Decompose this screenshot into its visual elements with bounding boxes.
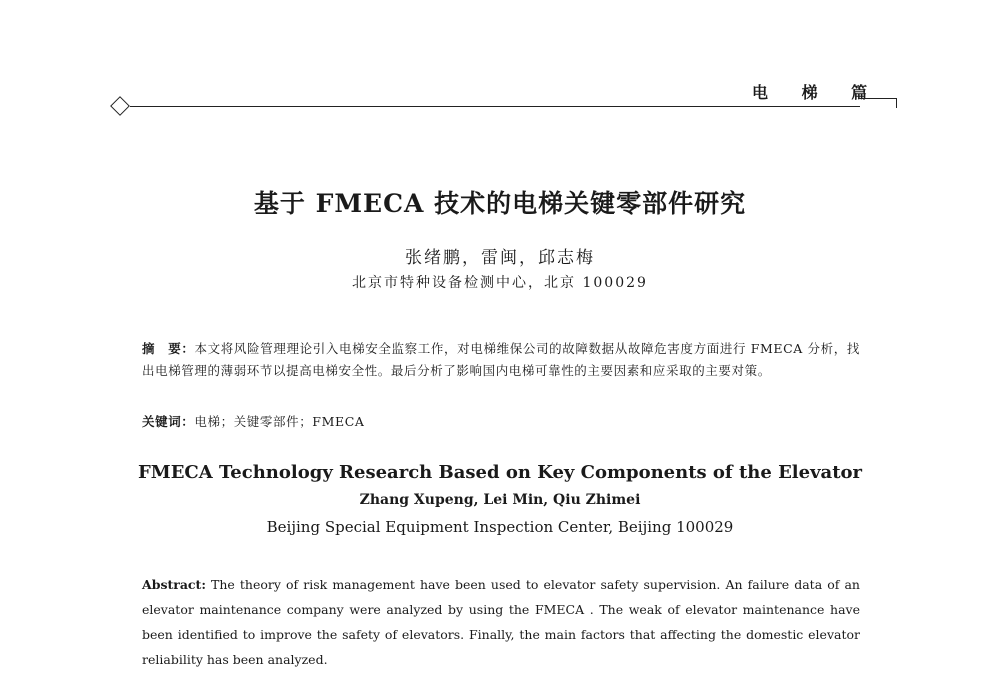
- chinese-authors: 张绪鹏，雷闽，邱志梅: [405, 248, 595, 268]
- header-rule-right: [770, 106, 860, 107]
- english-affiliation: Beijing Special Equipment Inspection Center, Beijing 100029: [266, 518, 734, 536]
- english-title: FMECA Technology Research Based on Key Components of the Elevator: [138, 462, 862, 483]
- english-abstract-label: Abstract:: [142, 577, 206, 592]
- chinese-abstract: [142, 338, 860, 382]
- english-abstract-text: The theory of risk management have been used to elevator safety supervision. An failure data of an elevator maintenance company were analyzed by using the FMECA . The weak of elevator maintenance have been identified to improve the safety of elevators. Finally, the main factors that affecting the domestic elevator reliability has been analyzed.: [142, 577, 860, 667]
- chinese-keywords-text: 电梯；关键零部件；FMECA: [194, 414, 365, 429]
- english-abstract: [142, 572, 860, 672]
- chinese-abstract-text: 本文将风险管理理论引入电梯安全监察工作，对电梯维保公司的故障数据从故障危害度方面进行 FMECA 分析，找出电梯管理的薄弱环节以提高电梯安全性。最后分析了影响国内电梯可靠性的主要因素和应采取的主要对策。: [142, 341, 860, 378]
- section-header-label: 电 梯 篇: [752, 83, 882, 102]
- chinese-abstract-label: 摘 要：: [142, 341, 195, 356]
- chinese-keywords-label: 关键词：: [142, 414, 195, 429]
- header-rule: [130, 106, 770, 107]
- chinese-title: 基于 FMECA 技术的电梯关键零部件研究: [253, 189, 747, 218]
- header-tab-mark: [858, 98, 897, 108]
- diamond-ornament-icon: [110, 96, 130, 116]
- english-authors: Zhang Xupeng, Lei Min, Qiu Zhimei: [359, 492, 641, 508]
- chinese-keywords: [142, 412, 860, 430]
- chinese-affiliation: 北京市特种设备检测中心，北京 100029: [352, 275, 648, 291]
